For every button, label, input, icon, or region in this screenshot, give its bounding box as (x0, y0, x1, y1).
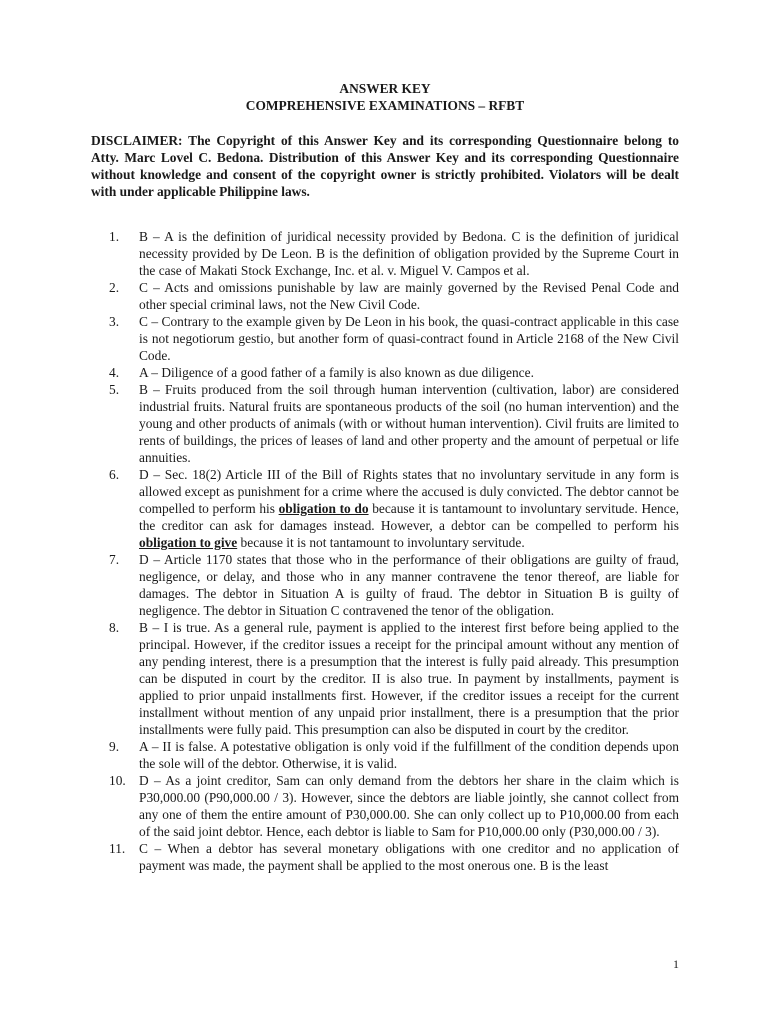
answer-text-part: because it is tantamount to involuntary servitude. Hence, the creditor can ask for damages instead. However, a debtor can be compelled to perform his (139, 501, 679, 533)
emphasis-obligation-to-do: obligation to do (278, 501, 369, 516)
answer-text: C – Acts and omissions punishable by law are mainly governed by the Revised Penal Code and other special criminal laws, not the New Civil Code. (139, 280, 679, 312)
answer-number: 6. (109, 467, 120, 482)
answer-number: 7. (109, 552, 120, 567)
answer-number: 11. (109, 841, 126, 856)
answer-number: 2. (109, 280, 120, 295)
answer-item (91, 381, 679, 466)
answer-text: C – Contrary to the example given by De Leon in his book, the quasi-contract applicable in this case is not negotiorum gestio, but another form of quasi-contract found in Article 2168 of the New Civil Code. (139, 314, 679, 363)
answer-item (91, 279, 679, 313)
answer-item (91, 228, 679, 279)
answer-number: 3. (109, 314, 120, 329)
answer-number: 5. (109, 382, 120, 397)
answer-item (91, 738, 679, 772)
answer-number: 9. (109, 739, 120, 754)
answer-item (91, 619, 679, 738)
answer-text: A – Diligence of a good father of a family is also known as due diligence. (139, 365, 534, 380)
answer-text: B – A is the definition of juridical necessity provided by Bedona. C is the definition of juridical necessity provided by De Leon. B is the definition of obligation provided by the Supreme Court in the case of Makati Stock Exchange, Inc. et al. v. Miguel V. Campos et al. (139, 229, 679, 278)
answer-list (91, 228, 679, 874)
answer-text: C – When a debtor has several monetary obligations with one creditor and no application of payment was made, the payment shall be applied to the most onerous one. B is the least (139, 841, 679, 873)
answer-item (91, 551, 679, 619)
document-title: ANSWER KEY (339, 81, 431, 96)
answer-item (91, 466, 679, 551)
answer-item (91, 772, 679, 840)
page-number: 1 (673, 957, 679, 971)
answer-number: 8. (109, 620, 120, 635)
answer-number: 4. (109, 365, 120, 380)
emphasis-obligation-to-give: obligation to give (139, 535, 238, 550)
answer-number: 10. (109, 773, 126, 788)
answer-number: 1. (109, 229, 120, 244)
answer-item (91, 313, 679, 364)
answer-item (91, 364, 679, 381)
answer-text: D – As a joint creditor, Sam can only demand from the debtors her share in the claim which is P30,000.00 (P90,000.00 / 3). However, since the debtors are liable jointly, she cannot collect from any one of them the entire amount of P30,000.00. She can only collect up to P10,000.00 from each of the said joint debtor. Hence, each debtor is liable to Sam for P10,000.00 only (P30,000.00 / 3). (139, 773, 679, 839)
document-subtitle: COMPREHENSIVE EXAMINATIONS – RFBT (245, 98, 525, 113)
answer-item (91, 840, 679, 874)
answer-text: B – Fruits produced from the soil through human intervention (cultivation, labor) are considered industrial fruits. Natural fruits are spontaneous products of the soil (no human intervention) and the young and other products of animals (with or without human intervention). Civil fruits are limited to rents of buildings, the prices of leases of land and other property and the amount of perpetual or life annuities. (139, 382, 679, 465)
disclaimer-paragraph: DISCLAIMER: The Copyright of this Answer Key and its corresponding Questionnaire belong to Atty. Marc Lovel C. Bedona. Distribution of this Answer Key and its corresponding Questionnaire without knowledge and consent of the copyright owner is strictly prohibited. Violators will be dealt with under applicable Philippine laws. (91, 133, 679, 199)
answer-text: B – I is true. As a general rule, payment is applied to the interest first before being applied to the principal. However, if the creditor issues a receipt for the principal amount without any mention of any pending interest, there is a presumption that the interest is fully paid already. This presumption can be disputed in court by the creditor. II is also true. In payment by installments, payment is applied to prior unpaid installments first. However, if the creditor issues a receipt for the current installment without mention of any unpaid prior installment, there is a presumption that the prior installments were fully paid. This presumption can also be disputed in court by the creditor. (139, 620, 679, 737)
answer-text-part: because it is not tantamount to involuntary servitude. (237, 535, 525, 550)
answer-text: D – Article 1170 states that those who in the performance of their obligations are guilty of fraud, negligence, or delay, and those who in any manner contravene the tenor thereof, are liable for damages. The debtor in Situation A is guilty of fraud. The debtor in Situation B is guilty of negligence. The debtor in Situation C contravened the tenor of the obligation. (139, 552, 679, 618)
answer-text-part: D – Sec. 18(2) Article III of the Bill of Rights states that no involuntary servitude in any form is allowed except as punishment for a crime where the accused is duly convicted. The debtor cannot be compelled to perform his (139, 467, 679, 516)
answer-text: A – II is false. A potestative obligation is only void if the fulfillment of the condition depends upon the sole will of the debtor. Otherwise, it is valid. (139, 739, 679, 771)
